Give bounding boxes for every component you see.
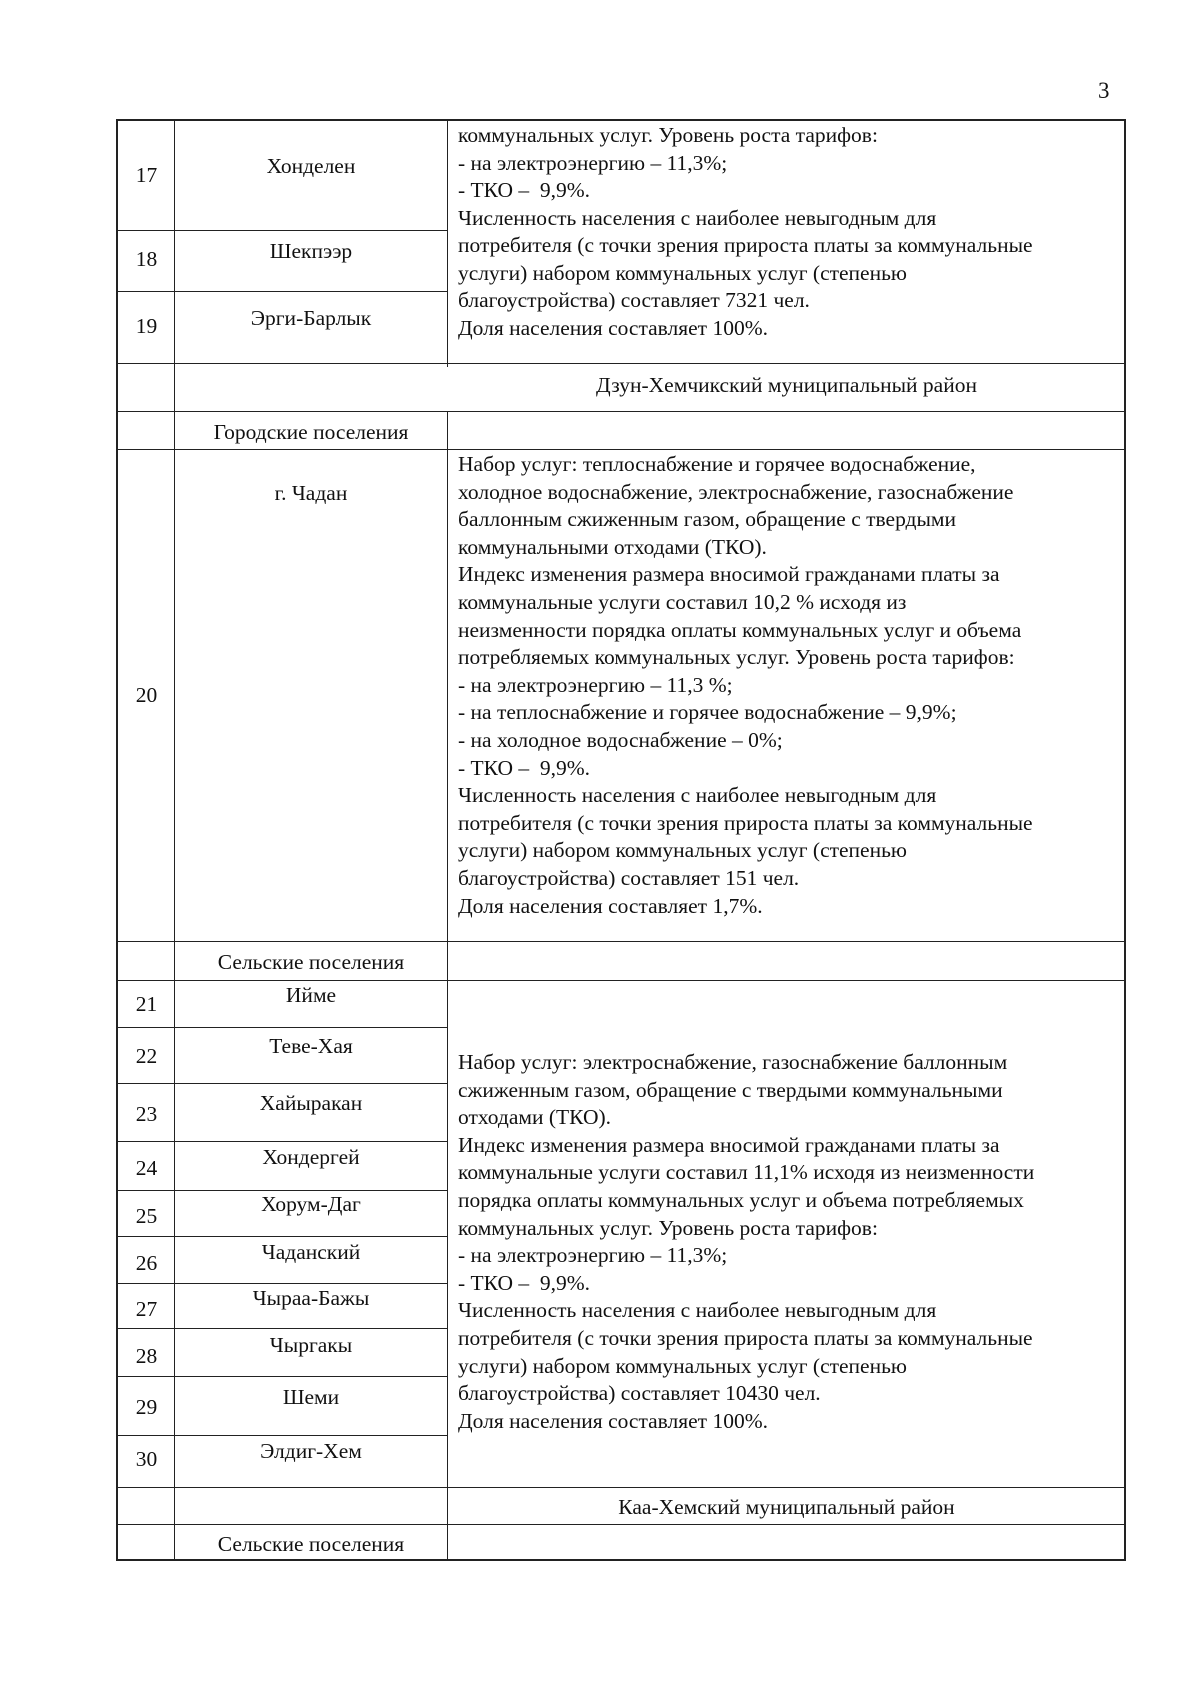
row-number: 27	[135, 1297, 158, 1321]
row-number: 29	[135, 1395, 158, 1419]
settlement-name: г. Чадан	[274, 481, 348, 505]
settlement-name: Чыраа-Бажы	[252, 1286, 370, 1310]
row-number: 30	[135, 1447, 158, 1471]
grid-line	[118, 230, 448, 231]
settlement-name: Хайыракан	[259, 1091, 363, 1115]
settlement-name: Хонделен	[266, 154, 356, 178]
settlement-name: Шеми	[282, 1385, 340, 1409]
grid-line	[118, 1328, 448, 1329]
row-number: 17	[135, 163, 158, 187]
row-number: 20	[135, 683, 158, 707]
settlement-name: Чыргакы	[269, 1333, 353, 1357]
settlement-name: Ийме	[285, 983, 337, 1007]
district-header: Каа-Хемский муниципальный район	[618, 1495, 955, 1519]
row-number: 22	[135, 1044, 158, 1068]
grid-line	[118, 1376, 448, 1377]
settlement-name: Теве-Хая	[269, 1034, 353, 1058]
settlement-name: Чаданский	[261, 1240, 361, 1264]
grid-line	[118, 291, 448, 292]
row-number: 18	[135, 247, 158, 271]
row-number: 26	[135, 1251, 158, 1275]
section-label-rural: Сельские поселения	[217, 1532, 405, 1556]
settlement-name: Хондергей	[262, 1145, 360, 1169]
row-number: 21	[135, 992, 158, 1016]
settlement-name: Элдиг-Хем	[260, 1439, 362, 1463]
grid-line	[447, 121, 448, 367]
section-label-rural: Сельские поселения	[217, 950, 405, 974]
grid-line	[118, 363, 1126, 364]
row-number: 28	[135, 1344, 158, 1368]
description-rural: Набор услуг: электроснабжение, газоснабжение баллонным сжиженным газом, обращение с твердыми коммунальными отходами (ТКО). Индекс изменения размера вносимой гражданами платы за коммунальные услуги составил 11,1% исходя из неизменности порядка оплаты коммунальных услуг и объема потребляемых коммунальных услуг. Уровень роста тарифов: - на электроэнергию – 11,3%; - ТКО – 9,9%. Численность населения с наиболее невыгодным для потребителя (с точки зрения прироста платы за коммунальные услуги) набором коммунальных услуг (степенью благоустройства) составляет 10430 чел. Доля населения составляет 100%.	[458, 1050, 1035, 1433]
settlement-name: Эрги-Барлык	[250, 306, 372, 330]
description-20: Набор услуг: теплоснабжение и горячее водоснабжение, холодное водоснабжение, электроснабжение, газоснабжение баллонным сжиженным газом, обращение с твердыми коммунальными отходами (ТКО). Индекс изменения размера вносимой гражданами платы за коммунальные услуги составил 10,2 % исходя из неизменности порядка оплаты коммунальных услуг и объема потребляемых коммунальных услуг. Уровень роста тарифов: - на электроэнергию – 11,3 %; - на теплоснабжение и горячее водоснабжение – 9,9%; - на холодное водоснабжение – 0%; - ТКО – 9,9%. Численность населения с наиболее невыгодным для потребителя (с точки зрения прироста платы за коммунальные услуги) набором коммунальных услуг (степенью благоустройства) составляет 151 чел. Доля населения составляет 1,7%.	[458, 452, 1033, 918]
services-table	[116, 119, 1126, 1561]
grid-line	[118, 1487, 1126, 1488]
settlement-name: Шекпээр	[269, 239, 353, 263]
grid-line	[118, 941, 1126, 942]
description-top: коммунальных услуг. Уровень роста тарифов: - на электроэнергию – 11,3%; - ТКО – 9,9%. Численность населения с наиболее невыгодным для потребителя (с точки зрения прироста платы за коммунальные услуги) набором коммунальных услуг (степенью благоустройства) составляет 7321 чел. Доля населения составляет 100%.	[458, 123, 1033, 340]
district-header: Дзун-Хемчикский муниципальный район	[596, 373, 977, 397]
page-number: 3	[1098, 78, 1110, 103]
grid-line	[118, 411, 1126, 412]
grid-line	[118, 1027, 448, 1028]
grid-line	[118, 1083, 448, 1084]
section-label-urban: Городские поселения	[213, 420, 409, 444]
settlement-name: Хорум-Даг	[261, 1192, 361, 1216]
grid-line	[447, 411, 448, 1561]
row-number: 25	[135, 1204, 158, 1228]
row-number: 24	[135, 1156, 158, 1180]
grid-line	[118, 1524, 1126, 1525]
row-number: 19	[135, 314, 158, 338]
row-number: 23	[135, 1102, 158, 1126]
